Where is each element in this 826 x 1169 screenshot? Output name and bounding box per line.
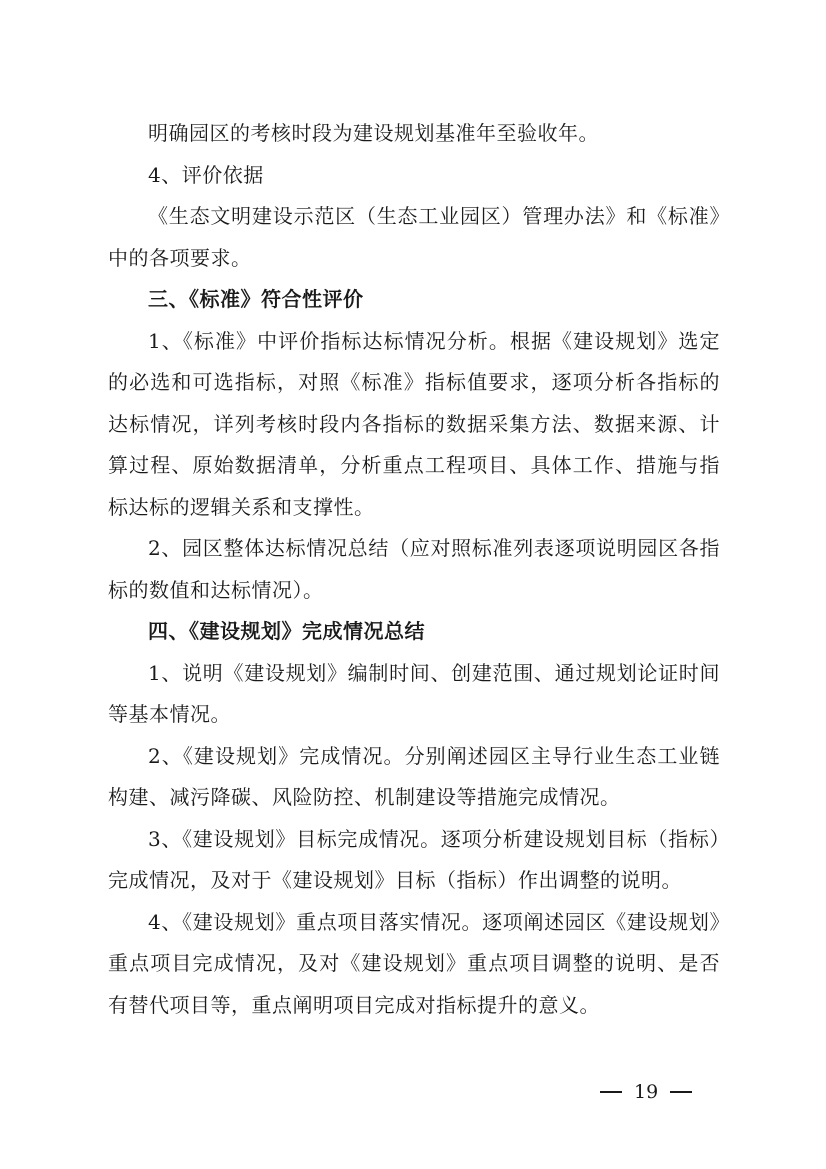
page-number: 19 (634, 1081, 659, 1103)
footer-dash-right (670, 1091, 692, 1093)
paragraph-plan-completion: 2、《建设规划》完成情况。分别阐述园区主导行业生态工业链构建、减污降碳、风险防控、机制建设等措施完成情况。 (108, 743, 720, 809)
section-heading-plan-completion: 四、《建设规划》完成情况总结 (148, 619, 425, 643)
paragraph-assessment-period: 明确园区的考核时段为建设规划基准年至验收年。 (148, 121, 599, 145)
paragraph-evaluation-basis: 《生态文明建设示范区（生态工业园区）管理办法》和《标准》中的各项要求。 (108, 204, 720, 270)
footer-dash-left (600, 1091, 622, 1093)
paragraph-evaluation-basis-title: 4、评价依据 (148, 162, 264, 187)
paragraph-overall-summary: 2、园区整体达标情况总结（应对照标准列表逐项说明园区各指标的数值和达标情况）。 (108, 536, 720, 602)
paragraph-indicator-analysis: 1、《标准》中评价指标达标情况分析。根据《建设规划》选定的必选和可选指标，对照《标准》指标值要求，逐项分析各指标的达标情况，详列考核时段内各指标的数据采集方法、数据来源、计算过程、原始数据清单，分析重点工程项目、具体工作、措施与指标达标的逻辑关系和支撑性。 (108, 328, 720, 519)
paragraph-key-projects: 4、《建设规划》重点项目落实情况。逐项阐述园区《建设规划》重点项目完成情况，及对《建设规划》重点项目调整的说明、是否有替代项目等，重点阐明项目完成对指标提升的意义。 (108, 909, 720, 1017)
document-body (108, 113, 720, 1026)
section-heading-standard-compliance: 三、《标准》符合性评价 (148, 287, 364, 311)
paragraph-plan-targets: 3、《建设规划》目标完成情况。逐项分析建设规划目标（指标）完成情况，及对于《建设规划》目标（指标）作出调整的说明。 (108, 826, 720, 892)
paragraph-plan-basic-info: 1、说明《建设规划》编制时间、创建范围、通过规划论证时间等基本情况。 (108, 660, 720, 726)
page-footer (600, 1074, 740, 1110)
